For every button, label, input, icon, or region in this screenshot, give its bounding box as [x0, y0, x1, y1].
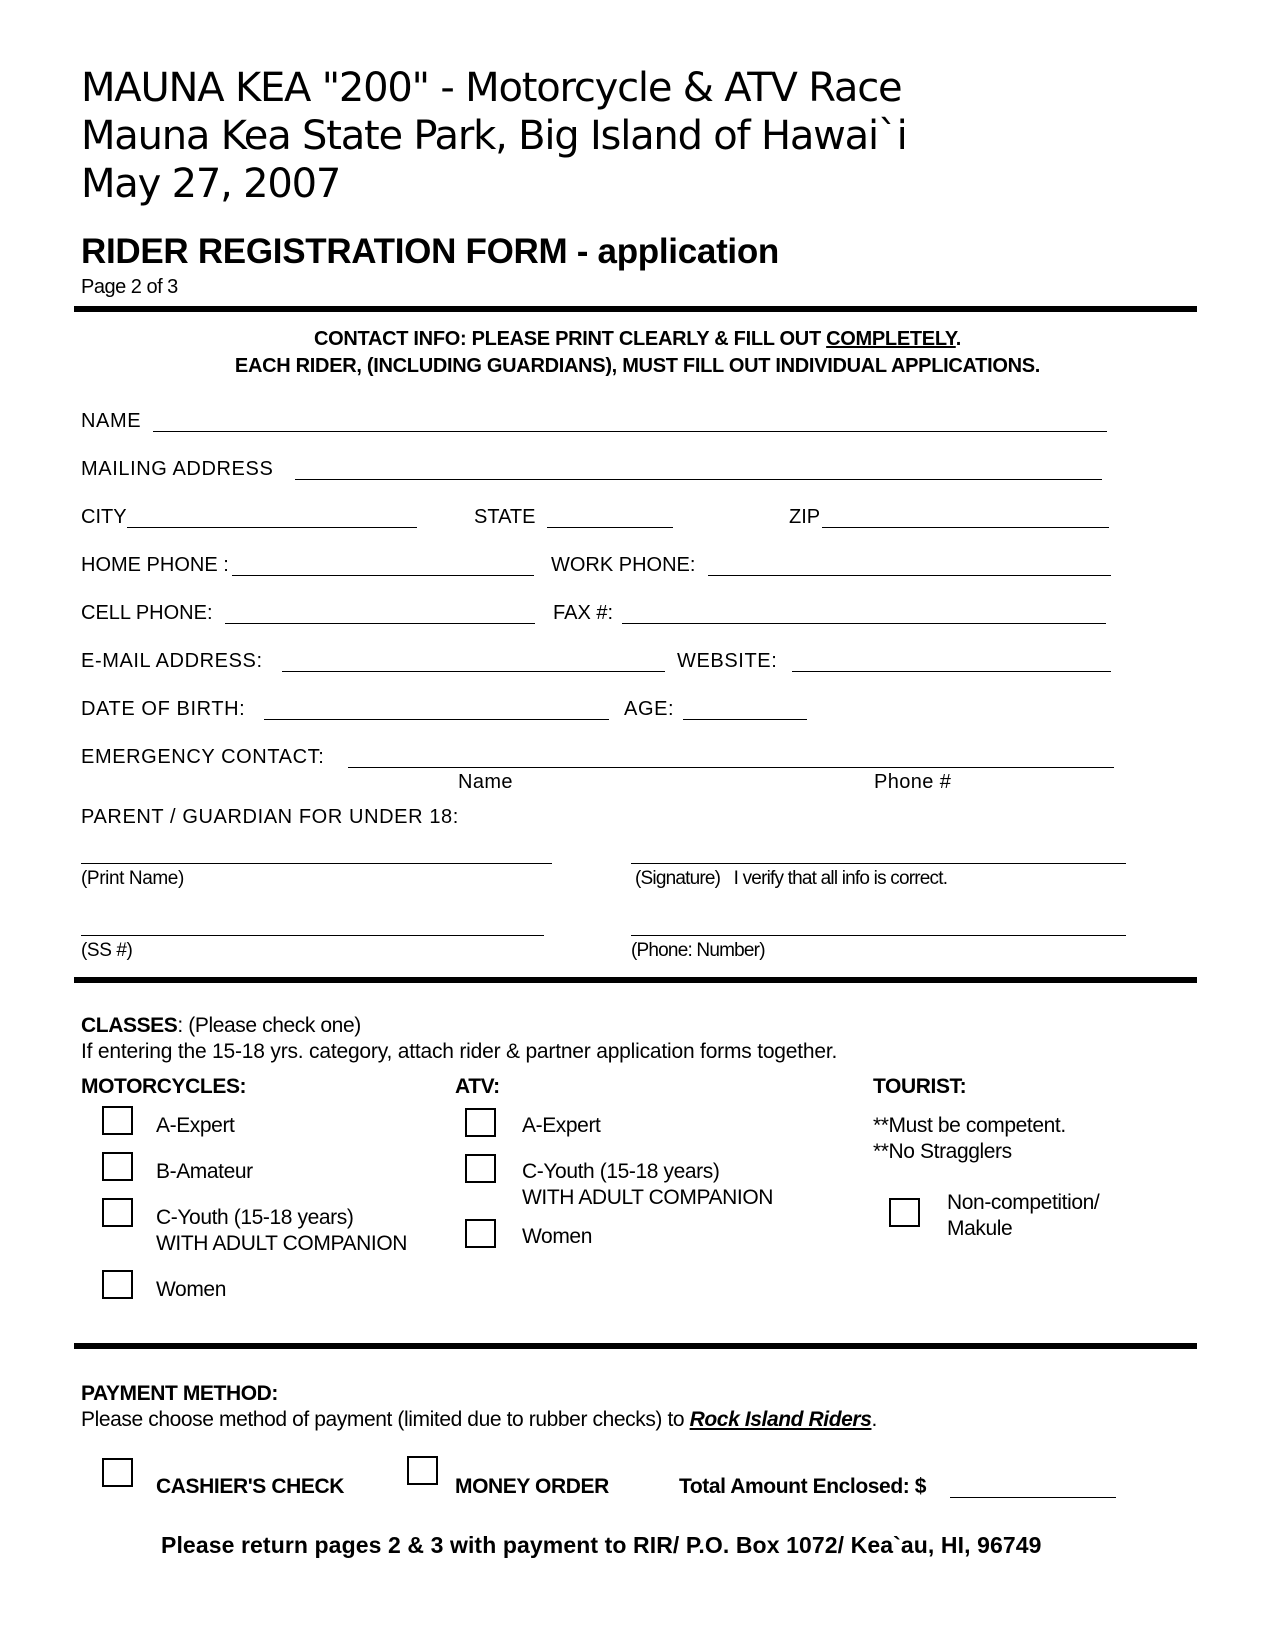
payee-name: Rock Island Riders — [689, 1408, 872, 1431]
moto-c-youth-companion: WITH ADULT COMPANION — [156, 1232, 408, 1255]
print-name-caption: (Print Name) — [81, 868, 184, 889]
form-title-suffix: - application — [576, 232, 780, 271]
home-phone-label: HOME PHONE : — [81, 554, 229, 576]
divider-bottom — [74, 1343, 1197, 1349]
age-field[interactable] — [683, 719, 807, 720]
emergency-name-caption: Name — [458, 771, 513, 793]
contact-instruction-2: EACH RIDER, (INCLUDING GUARDIANS), MUST FILL OUT INDIVIDUAL APPLICATIONS. — [234, 355, 1041, 377]
form-title-main: RIDER REGISTRATION FORM — [81, 232, 568, 271]
dob-field[interactable] — [264, 719, 609, 720]
payment-heading: PAYMENT METHOD: — [81, 1382, 279, 1405]
guardian-signature-field[interactable] — [631, 863, 1126, 864]
atv-a-expert-label: A-Expert — [522, 1114, 601, 1137]
guardian-phone-field[interactable] — [631, 935, 1126, 936]
age-label: AGE: — [624, 698, 675, 720]
zip-label: ZIP — [789, 506, 821, 528]
atv-women-label: Women — [522, 1225, 592, 1248]
phone-number-caption: (Phone: Number) — [631, 940, 765, 961]
moto-b-amateur-label: B-Amateur — [156, 1160, 253, 1183]
cashiers-check-checkbox[interactable] — [102, 1458, 133, 1487]
signature-caption — [635, 868, 947, 890]
return-note: Please return pages 2 & 3 with payment to RIR/ P.O. Box 1072/ Kea`au, HI, 96749 — [161, 1532, 1042, 1558]
state-field[interactable] — [547, 527, 673, 528]
payment-note-prefix: Please choose method of payment (limited due to rubber checks) to — [81, 1408, 690, 1431]
title-line-1: MAUNA KEA "200" - Motorcycle & ATV Race — [81, 65, 902, 111]
moto-women-label: Women — [156, 1278, 226, 1301]
tourist-label: TOURIST: — [873, 1075, 967, 1098]
moto-a-expert-label: A-Expert — [156, 1114, 235, 1137]
moto-women-checkbox[interactable] — [102, 1270, 133, 1299]
dob-label: DATE OF BIRTH: — [81, 698, 246, 720]
classes-note: If entering the 15-18 yrs. category, attach rider & partner application forms together. — [81, 1040, 838, 1063]
contact-instruction-prefix: CONTACT INFO: PLEASE PRINT CLEARLY & FILL OUT — [313, 328, 827, 350]
name-field[interactable] — [153, 431, 1107, 432]
title-line-3: May 27, 2007 — [81, 161, 341, 207]
email-label: E-MAIL ADDRESS: — [81, 650, 263, 672]
moto-c-youth-checkbox[interactable] — [102, 1198, 133, 1227]
emergency-phone-caption: Phone # — [874, 771, 952, 793]
divider-top — [74, 306, 1197, 312]
zip-field[interactable] — [822, 527, 1109, 528]
payment-note — [81, 1407, 877, 1433]
work-phone-label: WORK PHONE: — [551, 554, 696, 576]
page-label: Page 2 of 3 — [81, 276, 178, 298]
total-amount-label: Total Amount Enclosed: $ — [679, 1475, 927, 1498]
guardian-print-name-field[interactable] — [81, 863, 552, 864]
moto-c-youth-label: C-Youth (15-18 years) — [156, 1206, 354, 1229]
state-label: STATE — [474, 506, 536, 528]
tourist-noncompetition-checkbox[interactable] — [889, 1198, 920, 1227]
moto-a-expert-checkbox[interactable] — [102, 1106, 133, 1135]
contact-instruction-period: . — [955, 328, 962, 350]
tourist-note-1: **Must be competent. — [873, 1114, 1066, 1137]
city-field[interactable] — [127, 527, 417, 528]
fax-field[interactable] — [622, 623, 1106, 624]
money-order-label: MONEY ORDER — [455, 1475, 609, 1498]
fax-label: FAX #: — [553, 602, 614, 624]
atv-c-youth-label: C-Youth (15-18 years) — [522, 1160, 720, 1183]
atv-label: ATV: — [455, 1075, 500, 1098]
ss-caption: (SS #) — [81, 940, 133, 961]
signature-caption-label: (Signature) — [635, 868, 721, 889]
tourist-option-line-2: Makule — [947, 1217, 1013, 1240]
classes-heading-note: : (Please check one) — [177, 1014, 361, 1037]
form-title — [81, 232, 779, 272]
atv-c-youth-checkbox[interactable] — [465, 1154, 496, 1183]
email-field[interactable] — [282, 671, 665, 672]
moto-b-amateur-checkbox[interactable] — [102, 1152, 133, 1181]
guardian-ss-field[interactable] — [81, 935, 544, 936]
mailing-address-field[interactable] — [295, 479, 1102, 480]
emergency-contact-field[interactable] — [348, 767, 1114, 768]
title-line-2: Mauna Kea State Park, Big Island of Hawai`i — [81, 113, 907, 159]
divider-middle — [74, 977, 1197, 983]
website-field[interactable] — [792, 671, 1111, 672]
atv-a-expert-checkbox[interactable] — [465, 1108, 496, 1137]
verify-text: I verify that all info is correct. — [733, 868, 948, 889]
city-label: CITY — [81, 506, 127, 528]
name-label: NAME — [81, 410, 142, 432]
money-order-checkbox[interactable] — [407, 1456, 438, 1485]
cell-phone-label: CELL PHONE: — [81, 602, 213, 624]
classes-heading-label: CLASSES — [81, 1014, 178, 1037]
atv-c-youth-companion: WITH ADULT COMPANION — [522, 1186, 774, 1209]
atv-women-checkbox[interactable] — [465, 1219, 496, 1248]
total-amount-field[interactable] — [950, 1497, 1116, 1498]
mailing-address-label: MAILING ADDRESS — [81, 458, 274, 480]
payment-note-suffix: . — [871, 1408, 877, 1431]
guardian-label: PARENT / GUARDIAN FOR UNDER 18: — [81, 806, 459, 828]
cashiers-check-label: CASHIER'S CHECK — [156, 1475, 345, 1498]
home-phone-field[interactable] — [232, 575, 534, 576]
cell-phone-field[interactable] — [225, 623, 535, 624]
website-label: WEBSITE: — [677, 650, 778, 672]
emergency-contact-label: EMERGENCY CONTACT: — [81, 746, 325, 768]
work-phone-field[interactable] — [708, 575, 1111, 576]
contact-instruction-underlined: COMPLETELY — [826, 328, 956, 350]
tourist-option-line-1: Non-competition/ — [947, 1191, 1100, 1214]
motorcycles-label: MOTORCYCLES: — [81, 1075, 247, 1098]
classes-heading — [81, 1014, 361, 1038]
contact-instruction-1 — [0, 328, 1275, 351]
tourist-note-2: **No Stragglers — [873, 1140, 1012, 1163]
